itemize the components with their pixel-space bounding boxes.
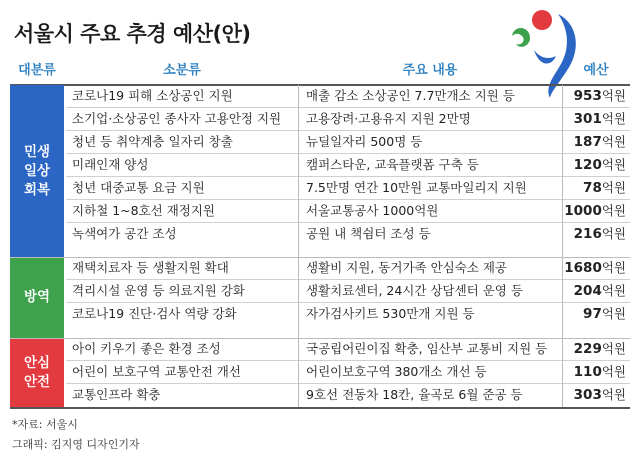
budget-amount: 120 bbox=[573, 157, 602, 173]
row-subcategory: 청년 대중교통 요금 지원 bbox=[72, 180, 205, 195]
group-quarantine bbox=[10, 257, 64, 338]
row-subcategory: 지하철 1~8호선 재정지원 bbox=[72, 203, 216, 218]
row-budget bbox=[562, 108, 626, 130]
row-content: 고용장려·고용유지 지원 2만명 bbox=[306, 111, 471, 126]
budget-unit: 억원 bbox=[601, 134, 626, 149]
row-content: 생활비 지원, 동거가족 안심숙소 제공 bbox=[306, 260, 507, 275]
group-label: 안심 안전 bbox=[23, 354, 51, 390]
budget-amount: 110 bbox=[573, 364, 602, 380]
header-content: 주요 내용 bbox=[402, 63, 458, 78]
budget-unit: 억원 bbox=[601, 387, 626, 402]
row-content: 서울교통공사 1000억원 bbox=[306, 203, 439, 218]
table-bottom-rule bbox=[10, 407, 630, 409]
row-subcategory: 교통인프라 확충 bbox=[72, 387, 161, 402]
budget-unit: 억원 bbox=[601, 88, 626, 103]
budget-amount: 187 bbox=[573, 134, 602, 150]
row-content: 7.5만명 연간 10만원 교통마일리지 지원 bbox=[306, 180, 527, 195]
budget-amount: 204 bbox=[573, 283, 602, 299]
budget-amount: 216 bbox=[573, 226, 602, 242]
budget-unit: 억원 bbox=[601, 157, 626, 172]
row-content: 9호선 전동차 18칸, 율곡로 6월 준공 등 bbox=[306, 387, 523, 402]
table-row bbox=[66, 200, 630, 222]
table-row bbox=[66, 177, 630, 199]
row-budget bbox=[562, 280, 626, 302]
budget-unit: 억원 bbox=[601, 180, 626, 195]
table-row bbox=[66, 154, 630, 176]
group-safety bbox=[10, 338, 64, 407]
header-budget: 예산 bbox=[583, 63, 609, 78]
table-row bbox=[66, 384, 630, 406]
group-divider bbox=[10, 338, 630, 339]
row-subcategory: 코로나19 진단·검사 역량 강화 bbox=[72, 306, 237, 321]
budget-amount: 78 bbox=[583, 180, 602, 196]
row-budget bbox=[562, 154, 626, 176]
budget-unit: 억원 bbox=[601, 283, 626, 298]
table-row bbox=[66, 280, 630, 302]
budget-unit: 억원 bbox=[601, 203, 626, 218]
table-row bbox=[66, 338, 630, 360]
row-subcategory: 코로나19 피해 소상공인 지원 bbox=[72, 88, 233, 103]
row-content: 국공립어린이집 확충, 임산부 교통비 지원 등 bbox=[306, 341, 548, 356]
row-subcategory: 재택치료자 등 생활지원 확대 bbox=[72, 260, 229, 275]
row-content: 어린이보호구역 380개소 개선 등 bbox=[306, 364, 487, 379]
row-subcategory: 격리시설 운영 등 의료지원 강화 bbox=[72, 283, 245, 298]
group-divider bbox=[10, 257, 630, 258]
table-row bbox=[66, 131, 630, 153]
table-row bbox=[66, 361, 630, 383]
header-major: 대분류 bbox=[18, 63, 56, 78]
budget-unit: 억원 bbox=[601, 111, 626, 126]
table-row bbox=[66, 223, 630, 245]
budget-unit: 억원 bbox=[601, 260, 626, 275]
row-content: 공원 내 책쉼터 조성 등 bbox=[306, 226, 431, 241]
table-row bbox=[66, 303, 630, 325]
table-row bbox=[66, 257, 630, 279]
row-content: 캠퍼스타운, 교육플랫폼 구축 등 bbox=[306, 157, 479, 172]
row-budget bbox=[562, 257, 626, 279]
row-budget bbox=[562, 200, 626, 222]
row-budget bbox=[562, 303, 626, 325]
row-subcategory: 아이 키우기 좋은 환경 조성 bbox=[72, 341, 221, 356]
column-divider bbox=[562, 85, 563, 407]
row-budget bbox=[562, 177, 626, 199]
budget-amount: 1680 bbox=[564, 260, 602, 276]
budget-unit: 억원 bbox=[601, 341, 626, 356]
row-subcategory: 어린이 보호구역 교통안전 개선 bbox=[72, 364, 241, 379]
row-budget bbox=[562, 338, 626, 360]
row-content: 뉴딜일자리 500명 등 bbox=[306, 134, 423, 149]
source-note: *자료: 서울시 bbox=[12, 418, 78, 431]
table-row bbox=[66, 85, 630, 107]
row-budget bbox=[562, 361, 626, 383]
row-budget bbox=[562, 85, 626, 107]
row-content: 자가검사키트 530만개 지원 등 bbox=[306, 306, 475, 321]
group-label: 방역 bbox=[23, 289, 51, 305]
budget-amount: 229 bbox=[573, 341, 602, 357]
row-subcategory: 녹색여가 공간 조성 bbox=[72, 226, 177, 241]
budget-amount: 301 bbox=[573, 111, 602, 127]
column-divider bbox=[298, 85, 299, 407]
row-budget bbox=[562, 384, 626, 406]
group-livelihood bbox=[10, 85, 64, 257]
row-subcategory: 미래인재 양성 bbox=[72, 157, 149, 172]
row-budget bbox=[562, 131, 626, 153]
budget-amount: 97 bbox=[583, 306, 602, 322]
budget-unit: 억원 bbox=[601, 226, 626, 241]
budget-amount: 303 bbox=[573, 387, 602, 403]
row-content: 생활치료센터, 24시간 상담센터 운영 등 bbox=[306, 283, 523, 298]
budget-amount: 953 bbox=[573, 88, 602, 104]
budget-amount: 1000 bbox=[564, 203, 602, 219]
graphic-credit: 그래픽: 김지영 디자인기자 bbox=[12, 438, 140, 451]
table-row bbox=[66, 108, 630, 130]
row-content: 매출 감소 소상공인 7.7만개소 지원 등 bbox=[306, 88, 515, 103]
budget-unit: 억원 bbox=[601, 306, 626, 321]
page-title: 서울시 주요 추경 예산(안) bbox=[14, 22, 251, 46]
group-label: 민생 일상 회복 bbox=[23, 143, 51, 198]
header-minor: 소분류 bbox=[163, 63, 201, 78]
row-subcategory: 소기업·소상공인 종사자 고용안정 지원 bbox=[72, 111, 282, 126]
budget-unit: 억원 bbox=[601, 364, 626, 379]
row-subcategory: 청년 등 취약계층 일자리 창출 bbox=[72, 134, 233, 149]
row-budget bbox=[562, 223, 626, 245]
